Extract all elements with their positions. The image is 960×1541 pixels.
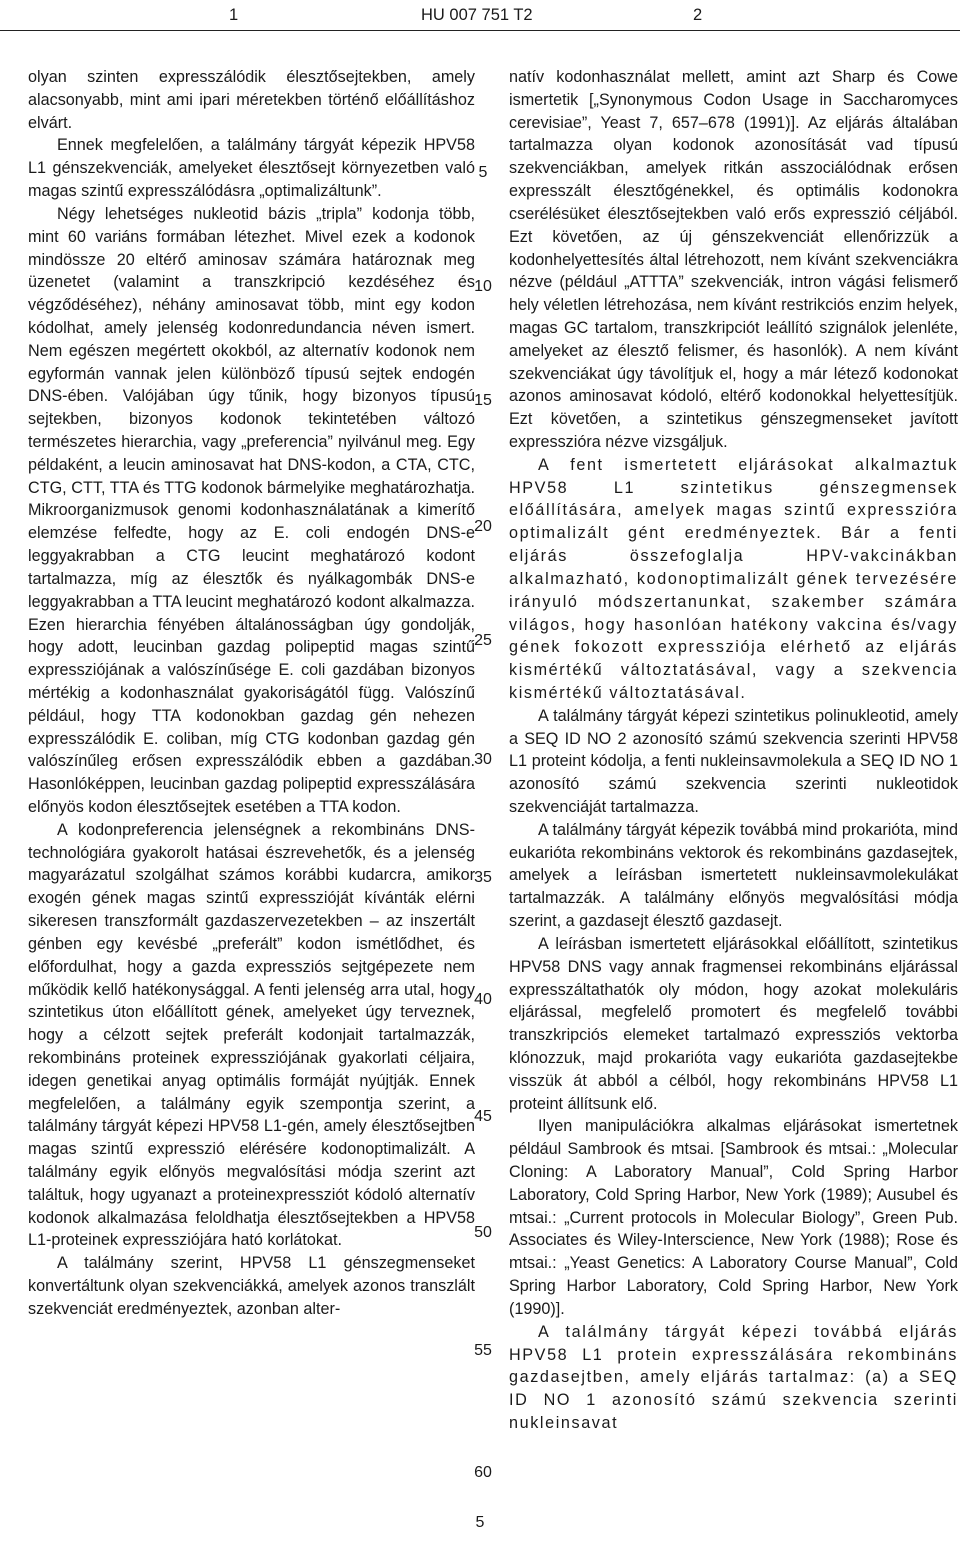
paragraph: Négy lehetséges nukleotid bázis „tripla” kodonja több, mint 60 variáns formában létezhet. Mivel ezek a kodonok mindössze 20 eltérő aminosav számára határoznak meg üzenetet (valamint a transzkripció kezdéséhez és végződéséhez), néhány aminosavat több, mint egy kodon kódolhat, amely jelenség kodonredundancia néven ismert. Nem egészen megértett okokból, az alternatív kodonok nem egyformán vannak jelen különböző típusú sejtek endogén DNS-ében. Valójában úgy tűnik, hogy bizonyos típusú sejtekben, bizonyos kodonok tekintetében változó természetes hierarchia, vagy „preferencia” nyilvánul meg. Egy példaként, a leucin aminosavat hat DNS-kodon, a CTA, CTC, CTG, CTT, TTA és TTG kodonok bármelyike meghatározhatja. Mikroorganizmusok genomi kodonhasználatának a kimerítő elemzése felfedte, hogy az E. coli endogén DNS-e leggyakrabban a CTG leucint meghatározó kodont tartalmazza, míg az élesztők és nyálkagombák DNS-e leggyakrabban a TTA leucint meghatározó kodont alkalmazza. Ezen hierarchia fényében általánosságban úgy gondolják, hogy adott, leucinban gazdag polipeptid magas szintű expressziójának a valószínűsége E. coli gazdában bizonyos mértékig a kodonhasználat gyakoriságától függ. Valószínű például, hogy TTA kodonokban gazdag gén nehezen expresszálódik E. coliban, míg CTG kodonban gazdag gén valószínűleg erősen expresszálódik ebben a gazdában. Hasonlóképpen, leucinban gazdag polipeptid expresszálására előnyös kodon élesztősejtek esetében a TTA kodon. <box>28 204 475 816</box>
right-column <box>509 66 958 1435</box>
paragraph: A találmány tárgyát képezik továbbá mind prokarióta, mind eukarióta rekombináns vektorok és rekombináns gazdasejtek, amelyek a leírásban ismertetett nukleinsavmolekulákat tartalmazzák. A találmány előnyös megvalósítási módja szerint, a gazdasejt élesztő gazdasejt. <box>509 820 958 931</box>
line-number: 30 <box>474 751 492 768</box>
page-footer-number: 5 <box>475 1514 485 1531</box>
left-page-number: 1 <box>229 6 239 24</box>
paragraph: A kodonpreferencia jelenségnek a rekombináns DNS-technológiára gyakorolt hatásai észrevehetők, és a jelenség magyarázatul szolgálhat számos korábbi kudarcra, amikor exogén gének magas szintű expresszióját kívánták elérni sikeresen transzformált gazdaszervezetekben – az inszertált génben egy kevésbé „preferált” kodon ismétlődhet, és előfordulhat, hogy a gazda expressziós sejtgépezete nem működik kellő hatékonysággal. A fenti jelenség arra utal, hogy szintetikus úton előállított gének, amelyeket úgy terveznek, hogy a célzott sejtek preferált kodonjait tartalmazzák, rekombináns proteinek expressziójának gyakorlati céljaira, idegen genetikai anyag optimális formáját nyújtják. Ennek megfelelően, a találmány egyik szempontja szerint, a találmány tárgyát képezi HPV58 L1-gén, amely élesztősejtben magas szintű expresszió elérésére kodonoptimalizált. A találmány egyik előnyös megvalósítási módja szerint azt találtuk, hogy ugyanazt a proteinexpressziót kódoló alternatív kodonok alkalmazása feloldhatja élesztősejtekben a HPV58 L1-proteinek expressziójára ható korlátokat. <box>28 820 475 1250</box>
line-number: 60 <box>474 1464 492 1481</box>
paragraph: A találmány tárgyát képezi szintetikus polinukleotid, amely a SEQ ID NO 2 azonosító számú szekvencia szerinti HPV58 L1 proteint kódolja, a fenti nukleinsavmolekula a SEQ ID NO 1 azonosító számú szekvencia szerinti nukleotidok szekvenciáját tartalmazza. <box>509 706 958 816</box>
paragraph: A leírásban ismertetett eljárásokkal előállított, szintetikus HPV58 DNS vagy annak fragmensei rekombináns eljárással expresszáltathatók oly módon, hogy azokat molekuláris eljárással, megfelelő promotert és megfelelő további transzkripciós elemeket tartalmazó expressziós vektorba klónozzuk, majd prokarióta vagy eukarióta gazdasejtekbe visszük át abból a célból, hogy rekombináns HPV58 L1 proteint állítsunk elő. <box>509 934 958 1113</box>
line-number: 5 <box>478 164 488 181</box>
left-column <box>28 66 475 1321</box>
paragraph: A fent ismertetett eljárásokat alkalmaztuk HPV58 L1 szintetikus génszegmensek előállítására, amelyek magas szintű expresszióra optimalizált gént eredményeztek. Bár a fenti eljárás összefoglalja HPV-vakcinákban alkalmazható, kodonoptimalizált gének tervezésére irányuló módszertanunkat, szakember számára világos, hogy hasonlóan hatékony vakcina és/vagy gének fokozott expressziója elérhető az eljárás kismértékű változtatásával, vagy a szekvencia kismértékű változtatásával. <box>509 455 958 702</box>
paragraph: Ennek megfelelően, a találmány tárgyát képezik HPV58 L1 génszekvenciák, amelyeket élesztősejt környezetben való magas szintű expresszálódásra „optimalizáltunk”. <box>28 136 475 201</box>
line-number: 15 <box>474 392 492 409</box>
paragraph: A találmány tárgyát képezi továbbá eljárás HPV58 L1 protein expresszálására rekombináns gazdasejtben, amely eljárás tartalmaz: (a) a SEQ ID NO 1 azonosító számú szekvencia szerinti nukleinsavat <box>509 1322 958 1432</box>
line-number: 20 <box>474 518 492 535</box>
line-number: 45 <box>474 1108 492 1125</box>
line-number: 35 <box>474 869 492 886</box>
line-number: 25 <box>474 632 492 649</box>
right-page-number: 2 <box>693 6 703 24</box>
line-number: 50 <box>474 1224 492 1241</box>
header-rule <box>0 30 960 31</box>
paragraph: A találmány szerint, HPV58 L1 génszegmenseket konvertáltunk olyan szekvenciákká, amelyek azonos transzlált szekvenciát eredményeztek, azonban alter- <box>28 1254 475 1318</box>
line-number: 55 <box>474 1342 492 1359</box>
patent-number: HU 007 751 T2 <box>421 6 533 24</box>
paragraph: natív kodonhasználat mellett, amint azt Sharp és Cowe ismertetik [„Synonymous Codon Usage in Saccharomyces cerevisiae”, Yeast 7, 657–678 (1991)]. Az eljárás általában tartalmazza olyan kodonok azonosítását vad típusú szekvenciákban, amelyek ritkán asszociálódnak erősen expresszált élesztőgénekkel, és optimális kodonokra cserélésüket élesztősejtekben való erős expresszió céljából. Ezt követően, az új génszekvenciát ellenőrizzük a kodonhelyettesítés által létrehozott, nem kívánt szekvenciákra nézve (például „ATTTA” szekvenciák, intron vágási felismerő hely véletlen létrehozása, nem kívánt restrikciós enzim helyek, magas GC tartalom, transzkripciót leállító szignálok jelenléte, amelyeket az élesztő felismer, és hasonlók). A nem kívánt szekvenciákat úgy távolítjuk el, hogy a már létező kodonokat azonos aminosavat kódoló, eltérő kodonokkal helyettesítjük. Ezt követően, a szintetikus génszegmenseket javított expresszióra nézve vizsgáljuk. <box>509 68 958 451</box>
line-number: 40 <box>474 991 492 1008</box>
page-header <box>0 0 960 26</box>
paragraph: Ilyen manipulációkra alkalmas eljárásokat ismertetnek például Sambrook és mtsai. [Sambrook és mtsai.: „Molecular Cloning: A Laboratory Manual”, Cold Spring Harbor Laboratory, Cold Spring Harbor, New York (1989); Ausubel és mtsai.: „Current protocols in Molecular Biology”, Green Pub. Associates és Wiley-Interscience, New York (1988); Rose és mtsai.: „Yeast Genetics: A Laboratory Course Manual”, Cold Spring Harbor Laboratory, Cold Spring Harbor, New York (1990)]. <box>509 1117 958 1318</box>
line-number: 10 <box>474 278 492 295</box>
paragraph: olyan szinten expresszálódik élesztősejtekben, amely alacsonyabb, mint ami ipari méretekben történő előállításhoz elvárt. <box>28 68 475 132</box>
